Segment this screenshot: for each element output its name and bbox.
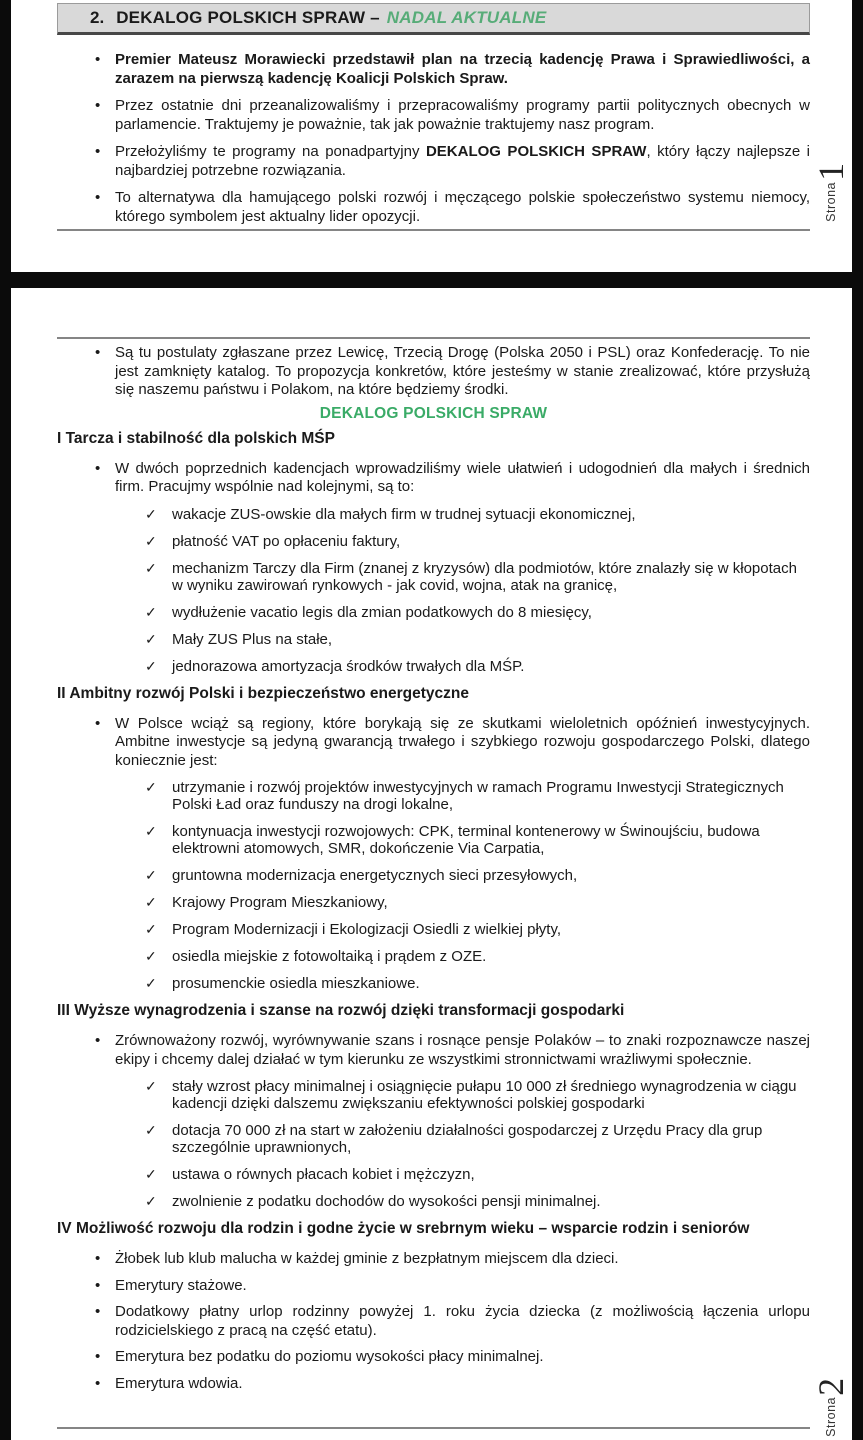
page-2-content bbox=[57, 288, 810, 1393]
check-list bbox=[57, 779, 810, 992]
check-icon: ✓ bbox=[145, 779, 157, 795]
check-icon: ✓ bbox=[145, 894, 157, 910]
check-icon: ✓ bbox=[145, 532, 157, 549]
bullet-text: Premier Mateusz Morawiecki przedstawił plan na trzecią kadencję Prawa i Sprawiedliwości, a zarazem na pierwszą kadencję Koalicji Polskich Spraw. bbox=[115, 51, 810, 87]
bullet-dot-icon: • bbox=[95, 97, 101, 114]
bullet-dot-icon: • bbox=[95, 1374, 101, 1392]
check-list bbox=[57, 1078, 810, 1210]
check-text: stały wzrost płacy minimalnej i osiągnięcie pułapu 10 000 zł średniego wynagrodzenia w ciągu kadencji dzięki dalszemu zwiększaniu efektywności polskiej gospodarki bbox=[172, 1078, 797, 1112]
check-text: gruntowna modernizacja energetycznych sieci przesyłowych, bbox=[172, 867, 578, 884]
check-item bbox=[57, 894, 810, 911]
check-text: wydłużenie vacatio legis dla zmian podatkowych do 8 miesięcy, bbox=[172, 603, 592, 621]
check-icon: ✓ bbox=[145, 1166, 157, 1182]
bullet-item bbox=[57, 1348, 810, 1367]
bullet-item bbox=[57, 1375, 810, 1394]
bullet-text: Przełożyliśmy te programy na ponadpartyjny DEKALOG POLSKICH SPRAW, który łączy najlepsze i najbardziej potrzebne rozwiązania. bbox=[115, 143, 810, 179]
check-icon: ✓ bbox=[145, 505, 157, 522]
check-icon: ✓ bbox=[145, 975, 157, 991]
bullet-dot-icon: • bbox=[95, 459, 101, 477]
page-1-bullet-list bbox=[57, 51, 810, 226]
bullet-dot-icon: • bbox=[95, 143, 101, 160]
bullet-text: Dodatkowy płatny urlop rodzinny powyżej 1. roku życia dziecka (z możliwością łączenia urlopu rodzicielskiego z pracą na część etatu). bbox=[115, 1303, 810, 1339]
bullet-text: Emerytury stażowe. bbox=[115, 1276, 247, 1294]
check-icon: ✓ bbox=[145, 823, 157, 839]
bullet-item bbox=[57, 460, 810, 497]
bullet-item bbox=[57, 143, 810, 180]
check-text: mechanizm Tarczy dla Firm (znanej z kryzysów) dla podmiotów, które znalazły się w kłopotach w wyniku zawirowań rynkowych - jak covid, wojna, atak na granicę, bbox=[172, 559, 797, 594]
check-text: Mały ZUS Plus na stałe, bbox=[172, 630, 333, 648]
check-item bbox=[57, 948, 810, 965]
bullet-text: To alternatywa dla hamującego polski rozwój i męczącego polskie społeczeństwo systemu niemocy, którego symbolem jest aktualny lider opozycji. bbox=[115, 189, 810, 225]
bullet-dot-icon: • bbox=[95, 1250, 101, 1267]
section-list bbox=[57, 430, 810, 1394]
page-label-number: 2 bbox=[811, 1378, 851, 1396]
check-text: kontynuacja inwestycji rozwojowych: CPK, terminal kontenerowy w Świnoujściu, budowa elektrowni atomowych, SMR, dokończenie Via Carpatia, bbox=[172, 823, 760, 857]
section-header-bar bbox=[57, 3, 810, 35]
bullet-text: Żłobek lub klub malucha w każdej gminie z bezpłatnym miejscem dla dzieci. bbox=[115, 1250, 619, 1267]
section-title-text: DEKALOG POLSKICH SPRAW – bbox=[116, 8, 380, 27]
check-text: Krajowy Program Mieszkaniowy, bbox=[172, 894, 388, 911]
check-item bbox=[57, 533, 810, 550]
check-text: jednorazowa amortyzacja środków trwałych dla MŚP. bbox=[172, 657, 525, 675]
section-number: 2. bbox=[90, 8, 105, 27]
check-item bbox=[57, 823, 810, 857]
bullet-item bbox=[57, 1032, 810, 1069]
bullet-text: Przez ostatnie dni przeanalizowaliśmy i przepracowaliśmy programy partii politycznych obecnych w parlamencie. Traktujemy je poważnie, tak jak poważnie traktujemy nasz program. bbox=[115, 97, 810, 133]
page-label-word: Strona bbox=[824, 182, 838, 222]
bullet-text: Są tu postulaty zgłaszane przez Lewicę, Trzecią Drogę (Polska 2050 i PSL) oraz Konfederację. To nie jest zamknięty katalog. To propozycja konkretów, które jesteśmy w stanie zrealizować, które przysłużą się naszemu państwu i Polakom, na które będziemy środki. bbox=[115, 344, 810, 398]
bullet-item bbox=[57, 1250, 810, 1269]
check-item bbox=[57, 975, 810, 992]
section-title-highlight: NADAL AKTUALNE bbox=[386, 8, 547, 27]
check-icon: ✓ bbox=[145, 559, 157, 576]
check-item bbox=[57, 1193, 810, 1210]
check-item bbox=[57, 921, 810, 938]
bullet-dot-icon: • bbox=[95, 1348, 101, 1365]
bullet-item bbox=[57, 97, 810, 134]
bullet-text: Zrównoważony rozwój, wyrównywanie szans i rosnące pensje Polaków – to znaki rozpoznawcze naszej ekipy i chcemy dalej działać w tym kierunku ze wszystkimi stronnictwami wrażliwymi społecznie. bbox=[115, 1032, 810, 1068]
page-number-label bbox=[813, 163, 849, 222]
footer-rule bbox=[57, 1427, 810, 1429]
section-title: IV Możliwość rozwoju dla rodzin i godne życie w srebrnym wieku – wsparcie rodzin i seniorów bbox=[57, 1220, 750, 1237]
check-item bbox=[57, 1078, 810, 1112]
bullet-item bbox=[57, 51, 810, 88]
check-item bbox=[57, 631, 810, 648]
check-text: dotacja 70 000 zł na start w założeniu działalności gospodarczej z Urzędu Pracy dla grup szczególnie uprawnionych, bbox=[172, 1122, 763, 1156]
check-icon: ✓ bbox=[145, 603, 157, 620]
check-text: płatność VAT po opłaceniu faktury, bbox=[172, 532, 401, 550]
check-item bbox=[57, 1122, 810, 1156]
check-icon: ✓ bbox=[145, 867, 157, 883]
check-item bbox=[57, 604, 810, 621]
page-2 bbox=[11, 288, 852, 1440]
page-number-label bbox=[813, 1378, 849, 1437]
bullet-text: W Polsce wciąż są regiony, które borykają się ze skutkami wieloletnich opóźnień inwestycyjnych. Ambitne inwestycje są jedyną gwarancją trwałego i szybkiego rozwoju gospodarczego Polski, dlatego koniecznie jest: bbox=[115, 714, 810, 769]
bullet-item bbox=[57, 1277, 810, 1296]
check-item bbox=[57, 658, 810, 675]
check-item bbox=[57, 506, 810, 523]
bullet-item bbox=[57, 189, 810, 226]
section-title: I Tarcza i stabilność dla polskich MŚP bbox=[57, 429, 335, 447]
bullet-dot-icon: • bbox=[95, 344, 101, 361]
check-text: prosumenckie osiedla mieszkaniowe. bbox=[172, 975, 420, 992]
check-text: Program Modernizacji i Ekologizacji Osiedli z wielkiej płyty, bbox=[172, 921, 562, 938]
check-item bbox=[57, 1166, 810, 1183]
check-icon: ✓ bbox=[145, 630, 157, 647]
bullet-dot-icon: • bbox=[95, 1032, 101, 1049]
check-icon: ✓ bbox=[145, 657, 157, 674]
check-text: zwolnienie z podatku dochodów do wysokości pensji minimalnej. bbox=[172, 1193, 601, 1210]
bullet-dot-icon: • bbox=[95, 714, 101, 732]
check-list bbox=[57, 506, 810, 675]
bullet-dot-icon: • bbox=[95, 189, 101, 206]
section bbox=[57, 430, 810, 675]
check-text: osiedla miejskie z fotowoltaiką i prądem z OZE. bbox=[172, 948, 487, 965]
bullet-text: Emerytura bez podatku do poziomu wysokości płacy minimalnej. bbox=[115, 1348, 544, 1365]
bullet-item bbox=[57, 1303, 810, 1340]
bullet-text: W dwóch poprzednich kadencjach wprowadziliśmy wiele ułatwień i udogodnień dla małych i średnich firm. Pracujmy wspólnie nad kolejnymi, są to: bbox=[115, 459, 810, 495]
check-text: utrzymanie i rozwój projektów inwestycyjnych w ramach Programu Inwestycji Strategicznych Polski Ład oraz funduszy na drogi lokalne, bbox=[172, 779, 784, 813]
page-label-word: Strona bbox=[824, 1397, 838, 1437]
check-icon: ✓ bbox=[145, 948, 157, 964]
bullet-dot-icon: • bbox=[95, 1276, 101, 1294]
section bbox=[57, 685, 810, 993]
check-item bbox=[57, 560, 810, 594]
section-title: III Wyższe wynagrodzenia i szanse na rozwój dzięki transformacji gospodarki bbox=[57, 1002, 625, 1019]
bullet-dot-icon: • bbox=[95, 1303, 101, 1320]
bullet-item bbox=[57, 344, 810, 400]
bullet-text: Emerytura wdowia. bbox=[115, 1374, 243, 1392]
check-text: wakacje ZUS-owskie dla małych firm w trudnej sytuacji ekonomicznej, bbox=[172, 505, 636, 523]
bullet-item bbox=[57, 715, 810, 771]
check-item bbox=[57, 867, 810, 884]
check-icon: ✓ bbox=[145, 1078, 157, 1094]
footer-rule bbox=[57, 229, 810, 231]
page-1 bbox=[11, 0, 852, 272]
check-icon: ✓ bbox=[145, 1122, 157, 1138]
check-item bbox=[57, 779, 810, 813]
section bbox=[57, 1220, 810, 1393]
dekalog-heading: DEKALOG POLSKICH SPRAW bbox=[319, 404, 548, 422]
page-1-content bbox=[57, 3, 810, 226]
section-title: II Ambitny rozwój Polski i bezpieczeństwo energetyczne bbox=[57, 684, 469, 702]
check-icon: ✓ bbox=[145, 1193, 157, 1209]
bullet-dot-icon: • bbox=[95, 51, 101, 68]
check-text: ustawa o równych płacach kobiet i mężczyzn, bbox=[172, 1166, 475, 1183]
section bbox=[57, 1002, 810, 1210]
check-icon: ✓ bbox=[145, 921, 157, 937]
page-label-number: 1 bbox=[811, 163, 851, 181]
